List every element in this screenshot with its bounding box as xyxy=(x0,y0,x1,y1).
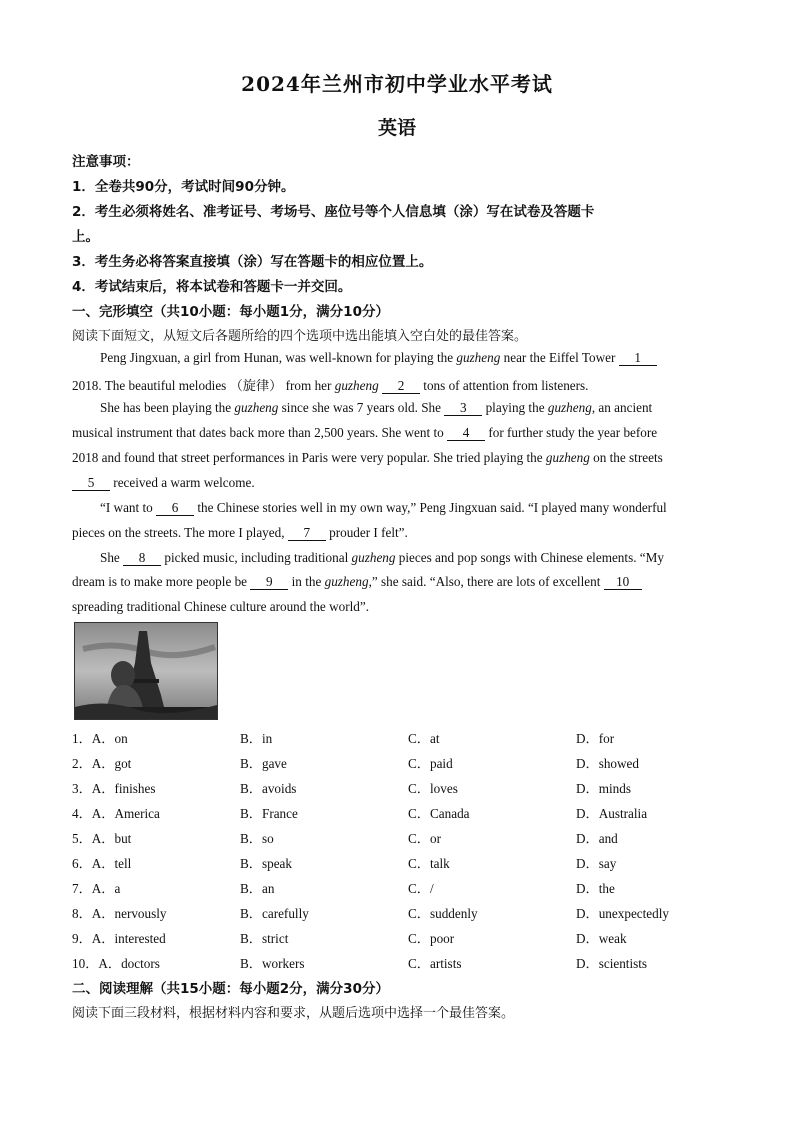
option-d: D．and xyxy=(576,831,618,846)
option-row-5 xyxy=(72,828,732,846)
option-d: D．Australia xyxy=(576,806,648,821)
option-row-7 xyxy=(72,878,732,896)
blank-10: 10 xyxy=(604,575,642,590)
option-d: D．the xyxy=(576,881,615,896)
option-a: 8．A．nervously xyxy=(72,906,167,921)
blank-7: 7 xyxy=(288,526,326,541)
section1-heading: 一、完形填空（共10小题：每小题1分，满分10分） xyxy=(72,304,389,320)
option-row-1 xyxy=(72,728,732,746)
option-c: C．artists xyxy=(408,956,462,971)
passage-line: dream is to make more people be 9 in the guzheng,” she said. “Also, there are lots of excellent 10 xyxy=(72,574,722,590)
option-a: 2．A．got xyxy=(72,756,132,771)
passage-line: 5 received a warm welcome. xyxy=(72,475,722,491)
option-b: B．gave xyxy=(240,756,287,771)
option-row-10 xyxy=(72,953,732,971)
option-c: C．/ xyxy=(408,881,434,896)
option-b: B．avoids xyxy=(240,781,297,796)
option-row-3 xyxy=(72,778,732,796)
option-c: C．or xyxy=(408,831,441,846)
option-a: 3．A．finishes xyxy=(72,781,156,796)
eiffel-tower-photo xyxy=(74,622,218,720)
passage-line: “I want to 6 the Chinese stories well in my own way,” Peng Jingxuan said. “I played many wonderful xyxy=(100,500,667,515)
option-b: B．speak xyxy=(240,856,293,871)
option-a: 10．A．doctors xyxy=(72,956,160,971)
option-d: D．unexpectedly xyxy=(576,906,670,921)
option-d: D．minds xyxy=(576,781,631,796)
option-c: C．suddenly xyxy=(408,906,478,921)
blank-9: 9 xyxy=(250,575,288,590)
passage-line: Peng Jingxuan, a girl from Hunan, was well-known for playing the guzheng near the Eiffel Tower 1 xyxy=(100,350,750,366)
option-row-4 xyxy=(72,803,732,821)
option-c: C．poor xyxy=(408,931,455,946)
passage-line: spreading traditional Chinese culture around the world”. xyxy=(72,599,369,614)
passage-line: pieces on the streets. The more I played, 7 prouder I felt”. xyxy=(72,525,408,540)
note-item: 1．全卷共90分，考试时间90分钟。 xyxy=(72,179,295,195)
passage-line: She has been playing the guzheng since she was 7 years old. She 3 playing the guzheng, an ancient xyxy=(100,400,653,415)
notes-heading: 注意事项： xyxy=(72,154,140,170)
option-a: 4．A．America xyxy=(72,806,160,821)
passage-line: 2018. The beautiful melodies （旋律） from her guzheng 2 tons of attention from listeners. xyxy=(72,378,589,393)
option-b: B．France xyxy=(240,806,298,821)
option-a: 9．A．interested xyxy=(72,931,166,946)
blank-5: 5 xyxy=(72,476,110,491)
blank-4: 4 xyxy=(447,426,485,441)
option-d: D．scientists xyxy=(576,956,648,971)
passage-line: musical instrument that dates back more than 2,500 years. She went to 4 for further study the year before xyxy=(72,425,658,440)
option-d: D．weak xyxy=(576,931,627,946)
option-row-6 xyxy=(72,853,732,871)
option-c: C．paid xyxy=(408,756,453,771)
option-row-9 xyxy=(72,928,732,946)
option-b: B．so xyxy=(240,831,274,846)
note-item: 3．考生务必将答案直接填（涂）写在答题卡的相应位置上。 xyxy=(72,254,433,270)
blank-1: 1 xyxy=(619,351,657,366)
option-c: C．loves xyxy=(408,781,458,796)
note-item: 2．考生必须将姓名、准考证号、考场号、座位号等个人信息填（涂）写在试卷及答题卡 xyxy=(72,204,595,220)
option-row-8 xyxy=(72,903,732,921)
passage-line: 2018 and found that street performances in Paris were very popular. She tried playing the guzheng on the streets xyxy=(72,450,663,465)
section2-heading: 二、阅读理解（共15小题：每小题2分，满分30分） xyxy=(72,981,389,997)
exam-title: 2024年兰州市初中学业水平考试 xyxy=(241,72,553,96)
option-a: 1．A．on xyxy=(72,731,128,746)
option-b: B．strict xyxy=(240,931,289,946)
option-a: 7．A．a xyxy=(72,881,121,896)
passage-line: She 8 picked music, including traditional guzheng pieces and pop songs with Chinese elements. “My xyxy=(100,550,664,565)
option-b: B．an xyxy=(240,881,275,896)
section1-instruction: 阅读下面短文，从短文后各题所给的四个选项中选出能填入空白处的最佳答案。 xyxy=(72,329,528,344)
section2-instruction: 阅读下面三段材料，根据材料内容和要求，从题后选项中选择一个最佳答案。 xyxy=(72,1006,515,1021)
option-a: 6．A．tell xyxy=(72,856,132,871)
option-a: 5．A．but xyxy=(72,831,132,846)
exam-subject: 英语 xyxy=(377,117,416,139)
blank-3: 3 xyxy=(444,401,482,416)
option-row-2 xyxy=(72,753,732,771)
photo-illustration xyxy=(75,623,217,719)
blank-2: 2 xyxy=(382,379,420,394)
note-item: 4．考试结束后，将本试卷和答题卡一并交回。 xyxy=(72,279,352,295)
option-c: C．talk xyxy=(408,856,450,871)
blank-6: 6 xyxy=(156,501,194,516)
option-d: D．say xyxy=(576,856,617,871)
option-c: C．Canada xyxy=(408,806,470,821)
option-c: C．at xyxy=(408,731,440,746)
note-item: 上。 xyxy=(72,229,99,245)
option-b: B．in xyxy=(240,731,273,746)
option-b: B．workers xyxy=(240,956,305,971)
blank-8: 8 xyxy=(123,551,161,566)
option-d: D．showed xyxy=(576,756,640,771)
option-d: D．for xyxy=(576,731,615,746)
option-b: B．carefully xyxy=(240,906,309,921)
